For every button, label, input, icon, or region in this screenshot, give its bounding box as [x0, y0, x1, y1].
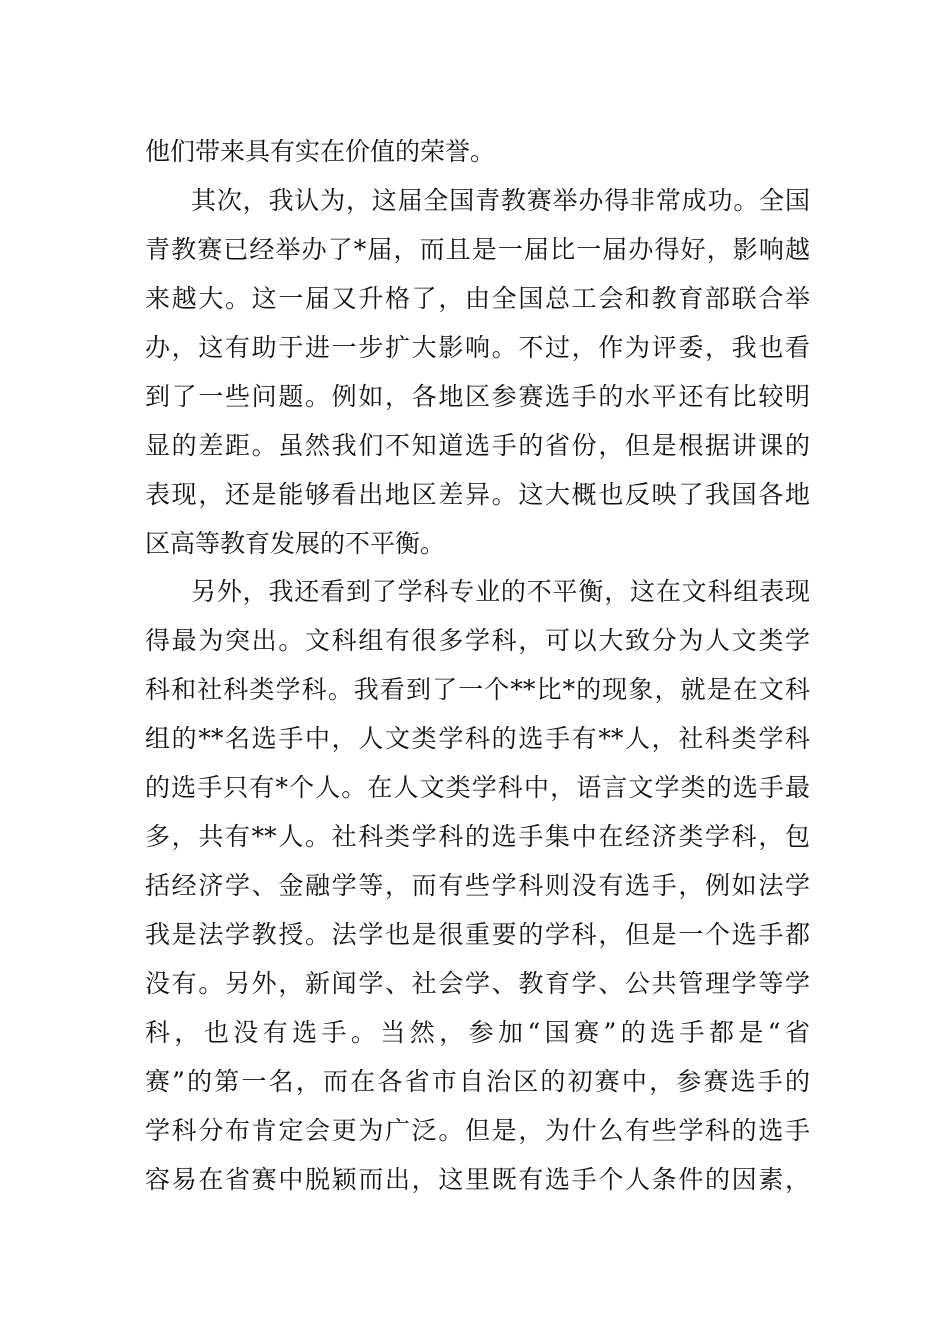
paragraph-first-line: 其次，我认为，这届全国青教赛举办得非常成功。全国 — [191, 185, 810, 215]
text-line: 组的**名选手中，人文类学科的选手有**人，社科类学科 — [145, 724, 810, 754]
text-line: 科和社科类学科。我看到了一个**比*的现象，就是在文科 — [145, 675, 810, 705]
body-text — [145, 128, 810, 1205]
text-line: 括经济学、金融学等，而有些学科则没有选手，例如法学 — [145, 871, 810, 901]
text-line: 办，这有助于进一步扩大影响。不过，作为评委，我也看 — [145, 332, 810, 362]
text-line: 容易在省赛中脱颖而出，这里既有选手个人条件的因素， — [145, 1164, 810, 1194]
text-line: 到了一些问题。例如，各地区参赛选手的水平还有比较明 — [145, 381, 810, 411]
paragraph-first-line: 另外，我还看到了学科专业的不平衡，这在文科组表现 — [191, 577, 810, 607]
text-line: 区高等教育发展的不平衡。 — [145, 528, 446, 558]
text-line: 得最为突出。文科组有很多学科，可以大致分为人文类学 — [145, 626, 810, 656]
text-line: 青教赛已经举办了*届，而且是一届比一届办得好，影响越 — [145, 234, 810, 264]
text-line: 他们带来具有实在价值的荣誉。 — [145, 137, 496, 166]
text-line: 没有。另外，新闻学、社会学、教育学、公共管理学等学 — [145, 968, 810, 998]
text-line: 科，也没有选手。当然，参加“国赛”的选手都是“省 — [145, 1017, 810, 1047]
text-line: 学科分布肯定会更为广泛。但是，为什么有些学科的选手 — [145, 1115, 810, 1145]
text-line: 赛”的第一名，而在各省市自治区的初赛中，参赛选手的 — [145, 1066, 810, 1096]
text-line: 多，共有**人。社科类学科的选手集中在经济类学科，包 — [145, 822, 810, 852]
text-line: 显的差距。虽然我们不知道选手的省份，但是根据讲课的 — [145, 430, 810, 460]
text-line: 我是法学教授。法学也是很重要的学科，但是一个选手都 — [145, 920, 810, 949]
text-line: 表现，还是能够看出地区差异。这大概也反映了我国各地 — [145, 479, 810, 509]
text-line: 来越大。这一届又升格了，由全国总工会和教育部联合举 — [145, 283, 810, 313]
text-line: 的选手只有*个人。在人文类学科中，语言文学类的选手最 — [145, 773, 810, 803]
